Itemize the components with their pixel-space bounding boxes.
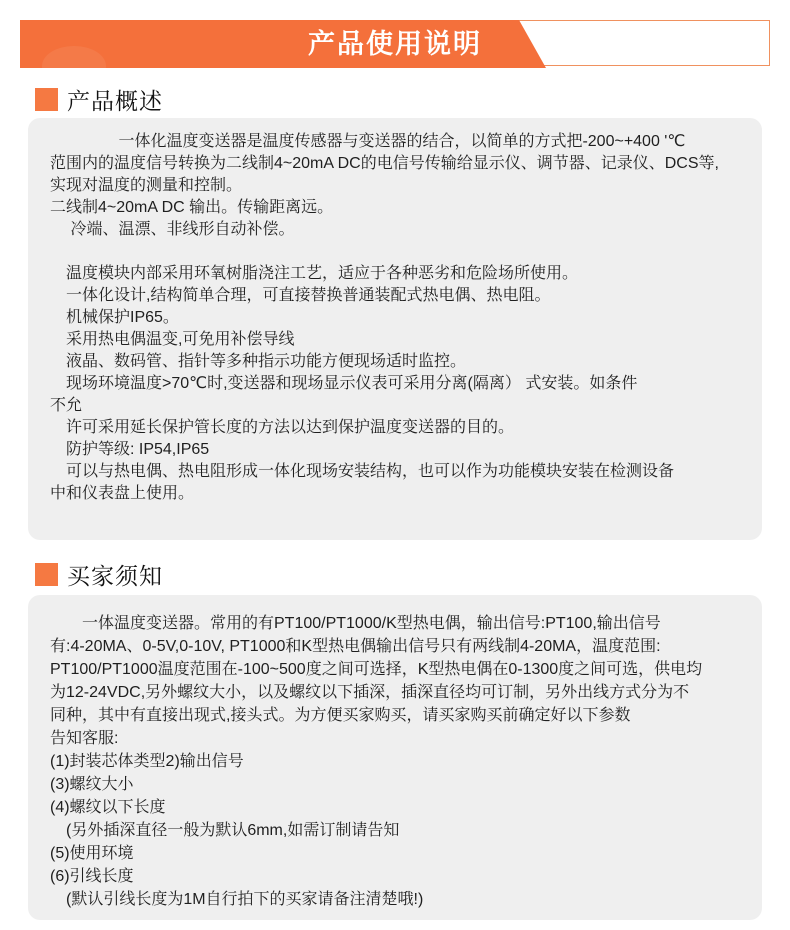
overview-text-line: 液晶、数码管、指针等多种指示功能方便现场适时监控。 [50, 353, 467, 370]
overview-text-line: 一体化温度变送器是温度传感器与变送器的结合，以简单的方式把-200~+400 '℃ [50, 133, 686, 150]
buyer-notice-text-line: (1)封装芯体类型2)输出信号 [50, 753, 244, 770]
banner-title: 产品使用说明 [308, 29, 482, 59]
overview-text-line: 二线制4~20mA DC 输出。传输距离远。 [50, 199, 334, 216]
overview-text-line: 防护等级: IP54,IP65 [50, 441, 210, 458]
buyer-notice-text-line: (4)螺纹以下长度 [50, 799, 166, 816]
overview-text-line: 可以与热电偶、热电阻形成一体化现场安装结构，也可以作为功能模块安装在检测设备 [50, 463, 675, 480]
overview-text-line: 温度模块内部采用环氧树脂浇注工艺，适应于各种恶劣和危险场所使用。 [50, 265, 579, 282]
buyer-notice-text-line: (6)引线长度 [50, 868, 134, 885]
orange-square-bullet-icon [35, 88, 58, 111]
buyer-notice-text-line: (3)螺纹大小 [50, 776, 134, 793]
buyer-notice-text-line: 有:4-20MA、0-5V,0-10V, PT1000和K型热电偶输出信号只有两线制4-20MA，温度范围: [50, 638, 661, 655]
orange-square-bullet-icon [35, 563, 58, 586]
overview-text-line: 许可采用延长保护管长度的方法以达到保护温度变送器的目的。 [50, 419, 515, 436]
section-heading-overview: 产品概述 [67, 88, 163, 114]
buyer-notice-text-line: (默认引线长度为1M自行拍下的买家请备注清楚哦!) [50, 891, 424, 908]
buyer-notice-panel [28, 595, 762, 920]
overview-text-line: 中和仪表盘上使用。 [50, 485, 195, 502]
overview-text-line: 实现对温度的测量和控制。 [50, 177, 243, 194]
overview-text-line: 机械保护IP65。 [50, 309, 179, 326]
buyer-notice-text-line: 同种，其中有直接出现式,接头式。为方便买家购买，请买家购买前确定好以下参数 [50, 707, 631, 724]
banner [20, 20, 770, 66]
section-header-overview [35, 83, 163, 116]
buyer-notice-text-line: 为12-24VDC,另外螺纹大小，以及螺纹以下插深，插深直径均可订制，另外出线方式分为不 [50, 684, 690, 701]
buyer-notice-text-line: PT100/PT1000温度范围在-100~500度之间可选择，K型热电偶在0-1300度之间可选，供电均 [50, 661, 703, 678]
overview-panel [28, 118, 762, 540]
buyer-notice-text-line: 一体温度变送器。常用的有PT100/PT1000/K型热电偶，输出信号:PT100,输出信号 [50, 615, 661, 632]
overview-text-line: 现场环境温度>70℃时,变送器和现场显示仪表可采用分离(隔离） 式安装。如条件 [50, 375, 638, 392]
overview-text-line: 不允 [50, 397, 83, 414]
section-heading-buyer-notice: 买家须知 [67, 563, 163, 589]
overview-text-line [50, 241, 748, 263]
overview-text-line: 采用热电偶温变,可免用补偿导线 [50, 331, 295, 348]
overview-text-line: 范围内的温度信号转换为二线制4~20mA DC的电信号传输给显示仪、调节器、记录仪、DCS等, [50, 155, 719, 172]
buyer-notice-text-line: (5)使用环境 [50, 845, 134, 862]
overview-text-line: 一体化设计,结构简单合理，可直接替换普通装配式热电偶、热电阻。 [50, 287, 551, 304]
buyer-notice-text-line: 告知客服: [50, 730, 119, 747]
overview-text-line: 冷端、温漂、非线形自动补偿。 [50, 221, 295, 238]
buyer-notice-text-line: (另外插深直径一般为默认6mm,如需订制请告知 [50, 822, 400, 839]
section-header-buyer-notice [35, 558, 163, 591]
